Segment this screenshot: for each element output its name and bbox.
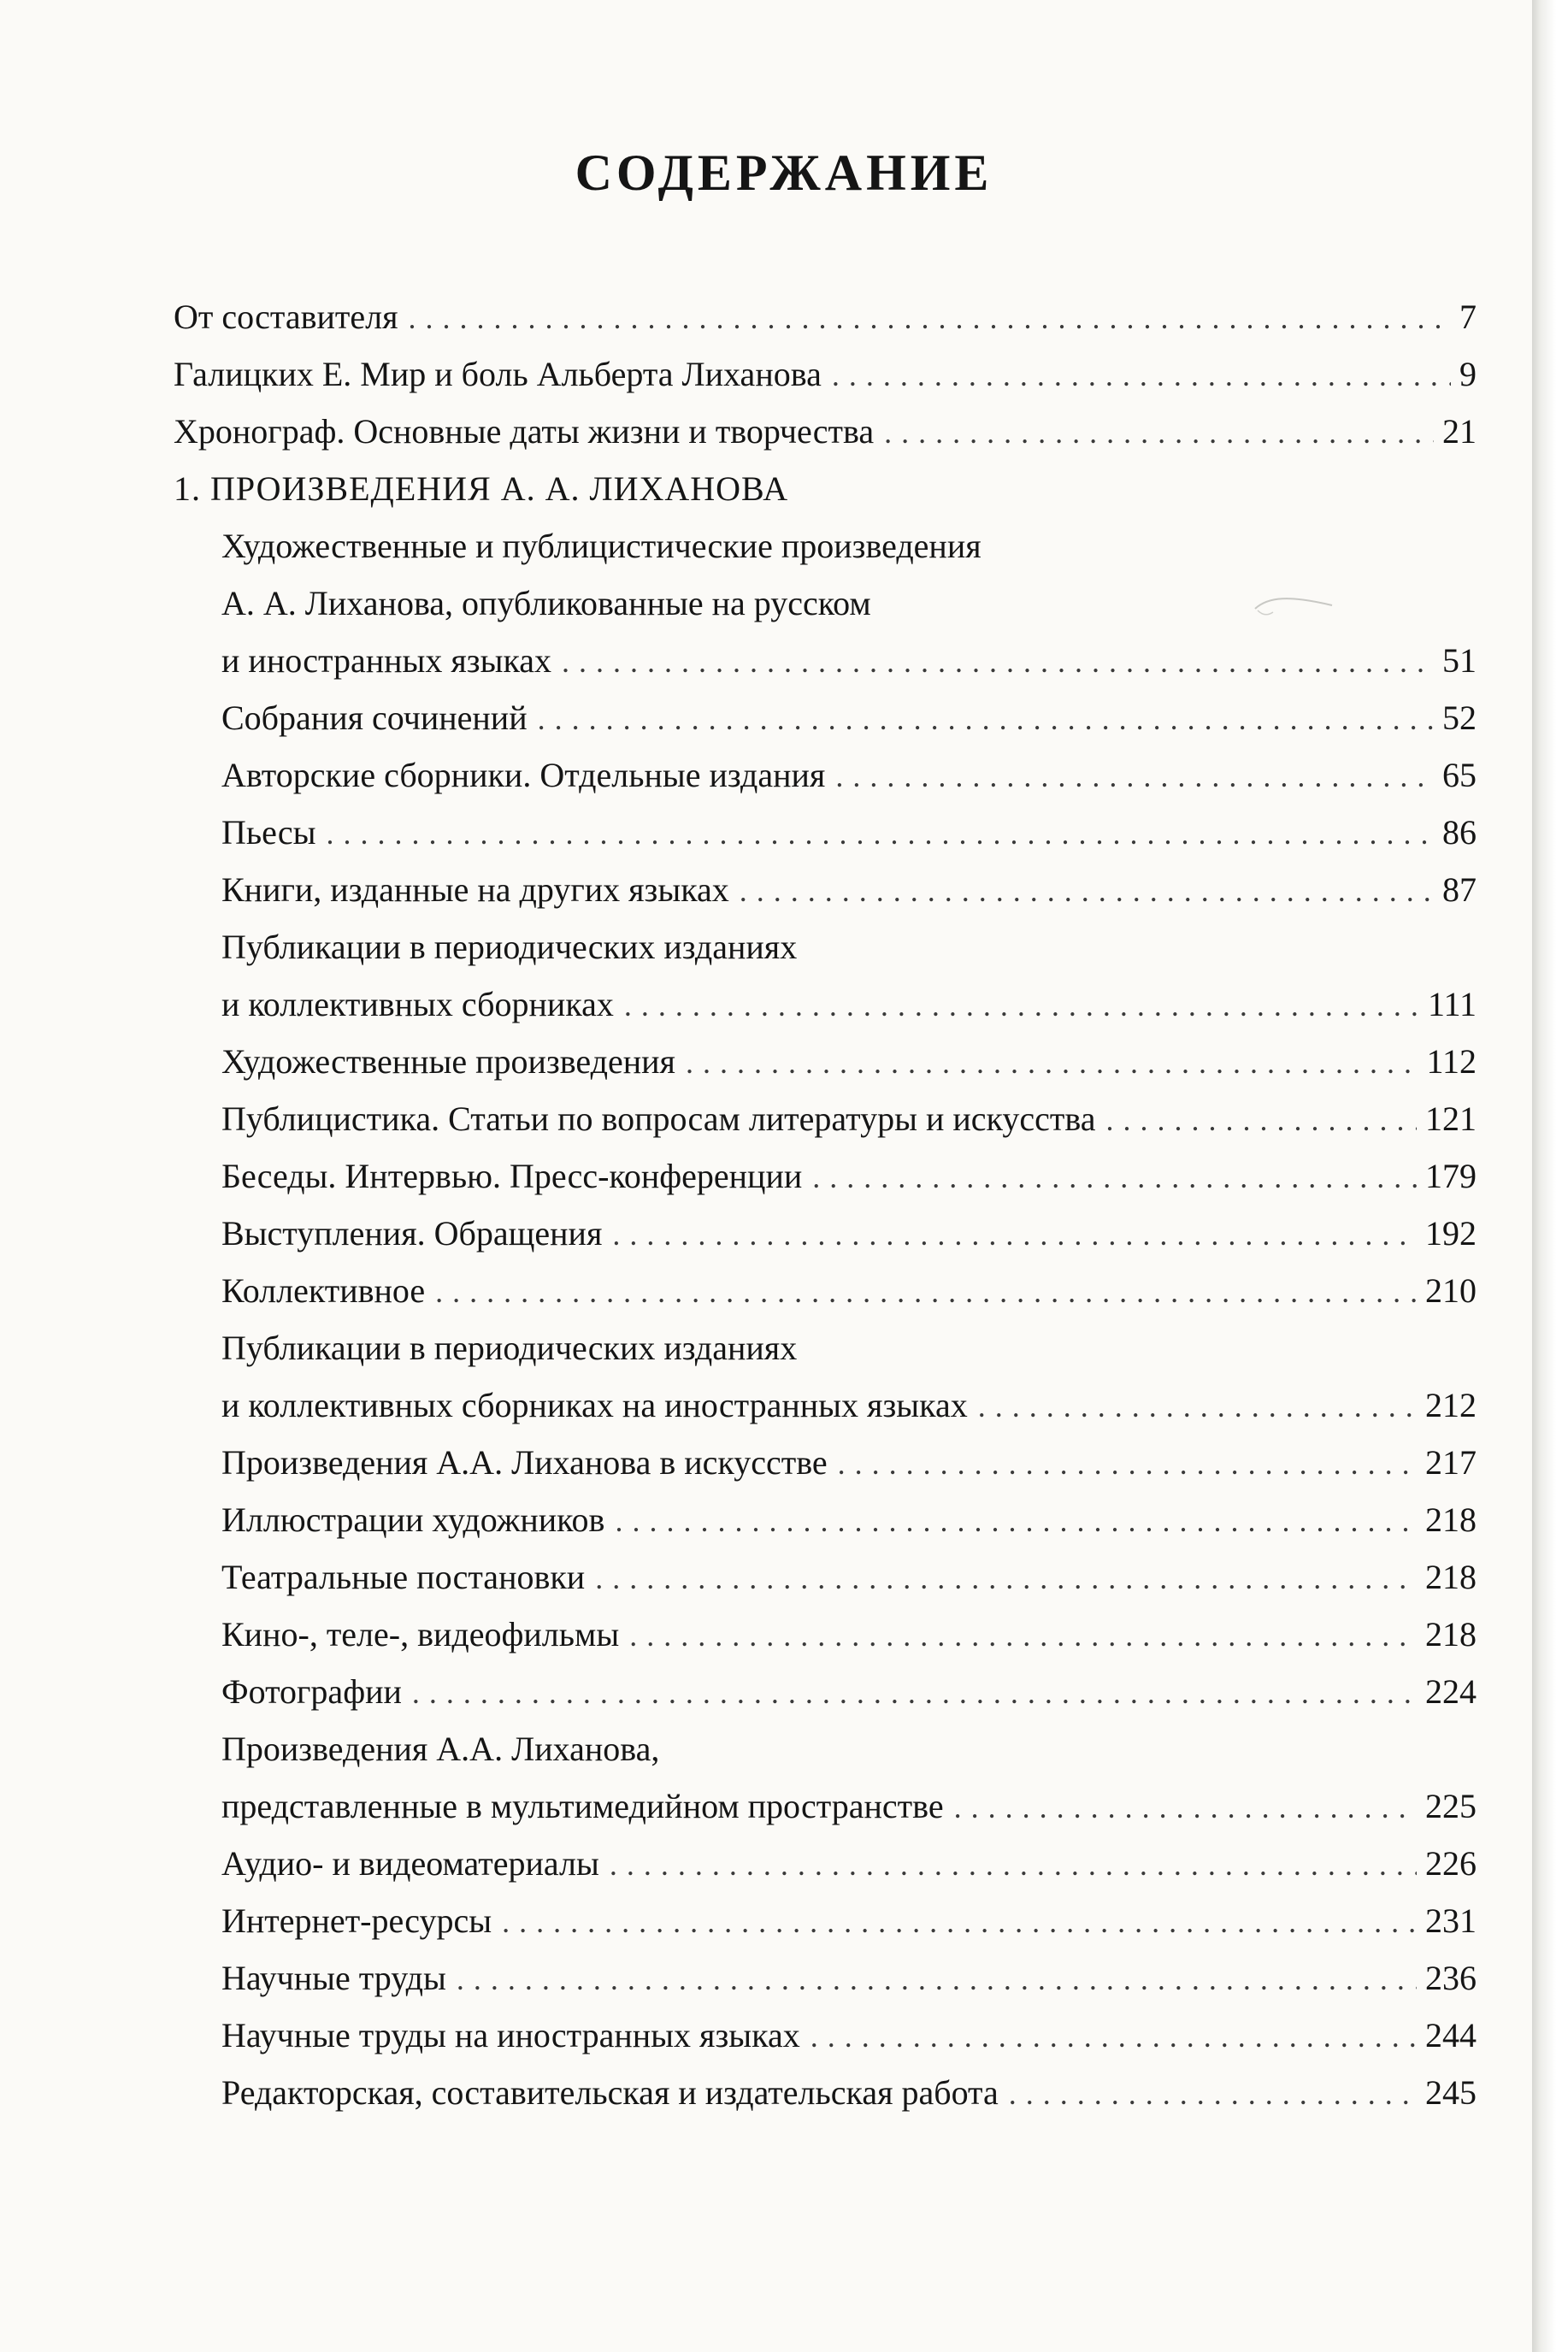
- toc-leader-dots: [538, 691, 1434, 748]
- page-edge: [1532, 0, 1568, 2352]
- toc-entry[interactable]: [174, 345, 1477, 403]
- toc-leader-dots: [502, 1894, 1417, 1951]
- toc-entry[interactable]: [174, 1205, 1477, 1262]
- toc-entry-page: 225: [1425, 1787, 1477, 1825]
- toc-entry-page: 218: [1425, 1615, 1477, 1653]
- toc-entry-page: 121: [1425, 1099, 1477, 1138]
- toc-entry-page: 86: [1442, 813, 1477, 852]
- toc-entry-page: 7: [1459, 298, 1477, 336]
- toc-entry-title: Произведения А.А. Лиханова,: [221, 1730, 660, 1768]
- page-title: СОДЕРЖАНИЕ: [575, 144, 993, 201]
- toc-entry[interactable]: [174, 1376, 1477, 1434]
- toc-entry[interactable]: [174, 1319, 1477, 1376]
- toc-entry-page: 217: [1425, 1443, 1477, 1482]
- toc-entry[interactable]: [174, 1434, 1477, 1491]
- toc-entry-page: 192: [1425, 1214, 1477, 1253]
- toc-entry[interactable]: [174, 804, 1477, 861]
- toc-leader-dots: [1009, 2066, 1417, 2123]
- toc-entry-title: Выступления. Обращения: [221, 1214, 603, 1253]
- toc-entry[interactable]: [174, 2064, 1477, 2121]
- toc-entry[interactable]: [174, 1663, 1477, 1720]
- toc-leader-dots: [812, 1149, 1417, 1206]
- toc-leader-dots: [412, 1665, 1417, 1722]
- toc-entry[interactable]: [174, 1262, 1477, 1319]
- toc-entry[interactable]: [174, 1033, 1477, 1090]
- toc-entry[interactable]: [174, 689, 1477, 746]
- toc-entry-title: Собрания сочинений: [221, 699, 528, 737]
- toc-leader-dots: [562, 634, 1434, 691]
- toc-entry[interactable]: [174, 288, 1477, 345]
- toc-entry-page: 51: [1442, 641, 1477, 680]
- toc-entry-title: А. А. Лиханова, опубликованные на русском: [221, 584, 871, 622]
- toc-entry-page: 65: [1442, 756, 1477, 794]
- toc-leader-dots: [595, 1550, 1417, 1607]
- toc-entry-title: Хронограф. Основные даты жизни и творчества: [174, 412, 875, 451]
- toc-entry-page: 111: [1427, 985, 1477, 1023]
- toc-entry-title: представленные в мультимедийном пространстве: [221, 1787, 944, 1825]
- toc-entry-page: 218: [1425, 1558, 1477, 1596]
- toc-entry-title: Авторские сборники. Отдельные издания: [221, 756, 826, 794]
- toc-entry[interactable]: [174, 575, 1477, 632]
- toc-entry-title: Фотографии: [221, 1672, 402, 1711]
- toc-entry-title: Пьесы: [221, 813, 316, 852]
- toc-entry-page: 112: [1426, 1042, 1477, 1081]
- toc-entry[interactable]: [174, 1548, 1477, 1606]
- toc-entry-title: Иллюстрации художников: [221, 1500, 605, 1539]
- toc-entry-title: Научные труды на иностранных языках: [221, 2016, 800, 2054]
- toc-leader-dots: [811, 2008, 1417, 2066]
- toc-entry[interactable]: [174, 517, 1477, 575]
- toc-entry-title: Произведения А.А. Лиханова в искусстве: [221, 1443, 828, 1482]
- toc-entry-page: 210: [1425, 1271, 1477, 1310]
- toc-entry[interactable]: [174, 1147, 1477, 1205]
- toc-entry-title: Галицких Е. Мир и боль Альберта Лиханова: [174, 355, 822, 393]
- toc-entry-title: Научные труды: [221, 1959, 446, 1997]
- toc-entry-title: 1. ПРОИЗВЕДЕНИЯ А. А. ЛИХАНОВА: [174, 469, 789, 508]
- toc-leader-dots: [884, 404, 1434, 462]
- table-of-contents: [174, 288, 1477, 2121]
- toc-entry[interactable]: [174, 1606, 1477, 1663]
- toc-entry-page: 21: [1442, 412, 1477, 451]
- toc-entry-title: Художественные произведения: [221, 1042, 675, 1081]
- toc-entry-title: Кино-, теле-, видеофильмы: [221, 1615, 620, 1653]
- toc-entry[interactable]: [174, 1777, 1477, 1835]
- toc-entry-page: 245: [1425, 2073, 1477, 2112]
- toc-leader-dots: [457, 1951, 1417, 2008]
- toc-entry-page: 179: [1425, 1157, 1477, 1195]
- toc-entry-page: 9: [1459, 355, 1477, 393]
- toc-leader-dots: [612, 1206, 1417, 1264]
- toc-entry-page: 226: [1425, 1844, 1477, 1883]
- toc-leader-dots: [624, 977, 1419, 1035]
- toc-leader-dots: [835, 748, 1434, 805]
- toc-leader-dots: [740, 863, 1434, 920]
- toc-entry-title: Публицистика. Статьи по вопросам литературы и искусства: [221, 1099, 1096, 1138]
- toc-entry[interactable]: [174, 1835, 1477, 1892]
- toc-entry-title: Театральные постановки: [221, 1558, 586, 1596]
- toc-entry-title: Беседы. Интервью. Пресс-конференции: [221, 1157, 803, 1195]
- toc-section-heading[interactable]: [174, 460, 1477, 517]
- toc-entry[interactable]: [174, 746, 1477, 804]
- toc-entry-page: 231: [1425, 1901, 1477, 1940]
- toc-leader-dots: [1106, 1092, 1418, 1149]
- toc-entry-title: Книги, изданные на других языках: [221, 870, 729, 909]
- toc-leader-dots: [832, 347, 1451, 404]
- toc-entry[interactable]: [174, 976, 1477, 1033]
- toc-leader-dots: [610, 1836, 1417, 1894]
- toc-leader-dots: [978, 1378, 1417, 1435]
- toc-leader-dots: [629, 1607, 1417, 1665]
- toc-entry[interactable]: [174, 918, 1477, 976]
- toc-entry-title: Редакторская, составительская и издательская работа: [221, 2073, 999, 2112]
- toc-entry-page: 224: [1425, 1672, 1477, 1711]
- toc-entry-title: Публикации в периодических изданиях: [221, 928, 798, 966]
- toc-entry-title: Художественные и публицистические произведения: [221, 527, 981, 565]
- toc-entry[interactable]: [174, 2007, 1477, 2064]
- toc-entry-page: 87: [1442, 870, 1477, 909]
- toc-leader-dots: [954, 1779, 1417, 1836]
- toc-entry-page: 52: [1442, 699, 1477, 737]
- toc-entry-title: Аудио- и видеоматериалы: [221, 1844, 599, 1883]
- toc-entry-title: и коллективных сборниках на иностранных языках: [221, 1386, 968, 1424]
- toc-entry[interactable]: [174, 403, 1477, 460]
- toc-entry-title: От составителя: [174, 298, 398, 336]
- toc-leader-dots: [435, 1264, 1417, 1321]
- toc-entry[interactable]: [174, 1491, 1477, 1548]
- toc-entry-title: и коллективных сборниках: [221, 985, 614, 1023]
- toc-entry-title: Коллективное: [221, 1271, 426, 1310]
- toc-entry-page: 212: [1425, 1386, 1477, 1424]
- toc-entry[interactable]: [174, 1090, 1477, 1147]
- toc-leader-dots: [327, 805, 1434, 863]
- toc-leader-dots: [686, 1035, 1418, 1092]
- toc-entry-title: Публикации в периодических изданиях: [221, 1329, 798, 1367]
- toc-entry-page: 218: [1425, 1500, 1477, 1539]
- toc-entry[interactable]: [174, 632, 1477, 689]
- toc-leader-dots: [838, 1435, 1417, 1493]
- toc-entry[interactable]: [174, 1892, 1477, 1949]
- toc-entry-title: и иностранных языках: [221, 641, 552, 680]
- toc-entry[interactable]: [174, 1949, 1477, 2007]
- toc-leader-dots: [408, 290, 1451, 347]
- toc-entry[interactable]: [174, 1720, 1477, 1777]
- toc-entry-page: 244: [1425, 2016, 1477, 2054]
- toc-entry[interactable]: [174, 861, 1477, 918]
- toc-entry-page: 236: [1425, 1959, 1477, 1997]
- toc-entry-title: Интернет-ресурсы: [221, 1901, 492, 1940]
- toc-leader-dots: [615, 1493, 1417, 1550]
